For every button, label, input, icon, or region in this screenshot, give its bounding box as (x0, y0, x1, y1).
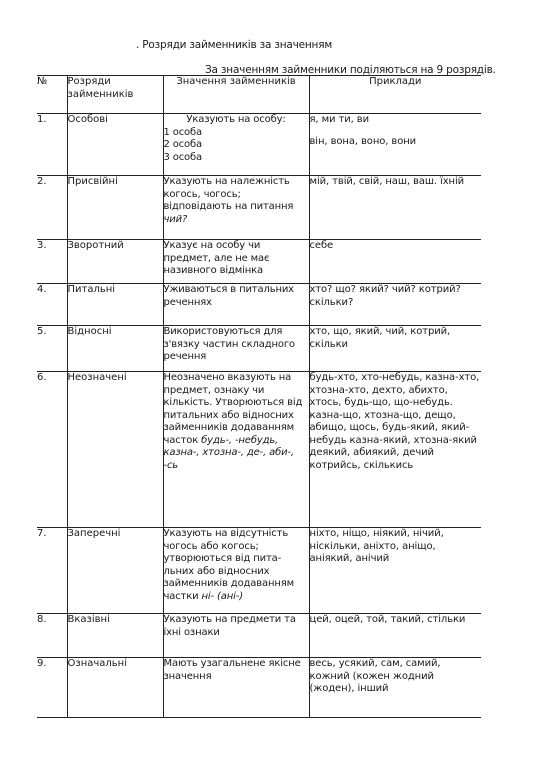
row-examples: хто, що, який, чий, котрий, скільки (309, 326, 481, 372)
row-meaning: Мають узагальнене якісне значення (163, 658, 309, 718)
row-meaning: Уживаються в питальних реченнях (163, 284, 309, 326)
row-examples (309, 114, 481, 176)
row-meaning (163, 176, 309, 240)
meaning-text: Указують на відсутність чогось або когось; утворюються від пита-льних або відносних займенників додаванням частки (163, 528, 295, 602)
row-meaning (163, 372, 309, 528)
meaning-italic: ні- (ані-) (201, 590, 243, 602)
row-num: 8. (37, 614, 67, 658)
table-header-row (37, 76, 481, 114)
row-examples: будь-хто, хто-небудь, казна-хто, хтозна-хто, дехто, абихто, хтось, будь-що, що-небудь. казна-що, хтозна-що, дещо, абищо, щось, будь-який, який-небудь казна-який, хтозна-який деякий, абиякий, дечий котрийсь, скількись (309, 372, 481, 528)
page-title: . Розряди займенників за значенням (136, 39, 333, 51)
row-num: 7. (37, 528, 67, 614)
row-category: Присвійні (67, 176, 163, 240)
pronoun-categories-table (37, 75, 481, 718)
row-examples: хто? що? який? чий? котрий? скільки? (309, 284, 481, 326)
row-category: Зворотний (67, 240, 163, 284)
row-examples: себе (309, 240, 481, 284)
table-row (37, 372, 481, 528)
header-category: Розряди займенників (67, 76, 163, 114)
table-row (37, 658, 481, 718)
table-row (37, 240, 481, 284)
table-row (37, 114, 481, 176)
examples-line: я, ми ти, ви (309, 114, 369, 125)
meaning-lines: 1 особа 2 особа 3 особа (163, 126, 203, 163)
header-num: № (37, 76, 67, 114)
row-num: 5. (37, 326, 67, 372)
page-subtitle: За значенням займенники поділяються на 9 розрядів. (205, 64, 496, 76)
row-category: Вказівні (67, 614, 163, 658)
header-examples: Приклади (309, 76, 481, 114)
meaning-italic: чий? (163, 213, 188, 225)
meaning-text: Указують на належність когось, чогось; відповідають на питання (163, 176, 294, 212)
meaning-intro: Указують на особу: (186, 114, 286, 125)
meaning-text: Неозначено вказують на предмет, ознаку чи кількість. Утворюються від питальних або відносних займенників додаванням часток (163, 372, 303, 446)
table-row (37, 528, 481, 614)
row-num: 6. (37, 372, 67, 528)
row-num: 4. (37, 284, 67, 326)
row-examples: весь, усякий, сам, самий, кожний (кожен жодний (жоден), інший (309, 658, 481, 718)
row-num: 1. (37, 114, 67, 176)
meaning-italic: будь-, -небудь, казна-, хтозна-, де-, аби-, -сь (163, 434, 294, 471)
table-row (37, 326, 481, 372)
table-row (37, 614, 481, 658)
row-num: 3. (37, 240, 67, 284)
row-category: Відносні (67, 326, 163, 372)
row-examples: цей, оцей, той, такий, стільки (309, 614, 481, 658)
row-examples: мій, твій, свій, наш, ваш. їхній (309, 176, 481, 240)
row-meaning: Указують на предмети та їхні ознаки (163, 614, 309, 658)
row-meaning: Указує на особу чи предмет, але не має називного відмінка (163, 240, 309, 284)
row-category: Означальні (67, 658, 163, 718)
row-category: Заперечні (67, 528, 163, 614)
row-meaning (163, 114, 309, 176)
row-category: Неозначені (67, 372, 163, 528)
row-meaning (163, 528, 309, 614)
table-row (37, 284, 481, 326)
row-category: Питальні (67, 284, 163, 326)
row-num: 2. (37, 176, 67, 240)
header-meaning: Значення займенників (163, 76, 309, 114)
examples-line: він, вона, воно, вони (309, 135, 417, 147)
row-meaning: Використовуються для з'вязку частин складного речення (163, 326, 309, 372)
table-row (37, 176, 481, 240)
row-num: 9. (37, 658, 67, 718)
row-category: Особові (67, 114, 163, 176)
row-examples: ніхто, ніщо, ніякий, нічий, ніскільки, аніхто, аніщо, аніякий, анічий (309, 528, 481, 614)
